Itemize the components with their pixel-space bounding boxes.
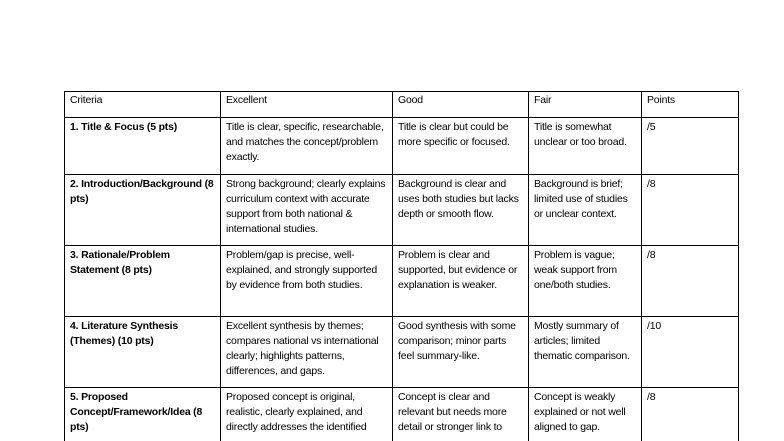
fair-cell: Title is somewhat unclear or too broad.: [529, 118, 642, 175]
excellent-cell: Title is clear, specific, researchable, and matches the concept/problem exactly.: [221, 118, 393, 175]
header-excellent: Excellent: [221, 92, 393, 118]
rubric-table: [64, 91, 739, 441]
table-row: [65, 175, 739, 246]
table-row: [65, 118, 739, 175]
table-header-row: [65, 92, 739, 118]
excellent-cell: Excellent synthesis by themes; compares national vs international clearly; highlights patterns, differences, and gaps.: [221, 317, 393, 388]
good-cell: Good synthesis with some comparison; minor parts feel summary-like.: [393, 317, 529, 388]
points-cell: /5: [642, 118, 739, 175]
table-row: [65, 317, 739, 388]
points-cell: /10: [642, 317, 739, 388]
header-criteria: Criteria: [65, 92, 221, 118]
good-cell: Background is clear and uses both studies but lacks depth or smooth flow.: [393, 175, 529, 246]
header-good: Good: [393, 92, 529, 118]
table-row: [65, 388, 739, 441]
excellent-cell: Strong background; clearly explains curriculum context with accurate support from both national & international studies.: [221, 175, 393, 246]
points-cell: /8: [642, 246, 739, 317]
good-cell: Problem is clear and supported, but evidence or explanation is weaker.: [393, 246, 529, 317]
excellent-cell: Problem/gap is precise, well-explained, and strongly supported by evidence from both studies.: [221, 246, 393, 317]
points-cell: /8: [642, 175, 739, 246]
criteria-cell: 2. Introduction/Background (8 pts): [65, 175, 221, 246]
fair-cell: Concept is weakly explained or not well aligned to gap.: [529, 388, 642, 441]
criteria-cell: 5. Proposed Concept/Framework/Idea (8 pts): [65, 388, 221, 441]
header-fair: Fair: [529, 92, 642, 118]
table-row: [65, 246, 739, 317]
criteria-cell: 3. Rationale/Problem Statement (8 pts): [65, 246, 221, 317]
fair-cell: Mostly summary of articles; limited thematic comparison.: [529, 317, 642, 388]
fair-cell: Problem is vague; weak support from one/both studies.: [529, 246, 642, 317]
header-points: Points: [642, 92, 739, 118]
good-cell: Title is clear but could be more specific or focused.: [393, 118, 529, 175]
good-cell: Concept is clear and relevant but needs more detail or stronger link to: [393, 388, 529, 441]
excellent-cell: Proposed concept is original, realistic, clearly explained, and directly addresses the identified: [221, 388, 393, 441]
criteria-cell: 1. Title & Focus (5 pts): [65, 118, 221, 175]
fair-cell: Background is brief; limited use of studies or unclear context.: [529, 175, 642, 246]
points-cell: /8: [642, 388, 739, 441]
criteria-cell: 4. Literature Synthesis (Themes) (10 pts): [65, 317, 221, 388]
